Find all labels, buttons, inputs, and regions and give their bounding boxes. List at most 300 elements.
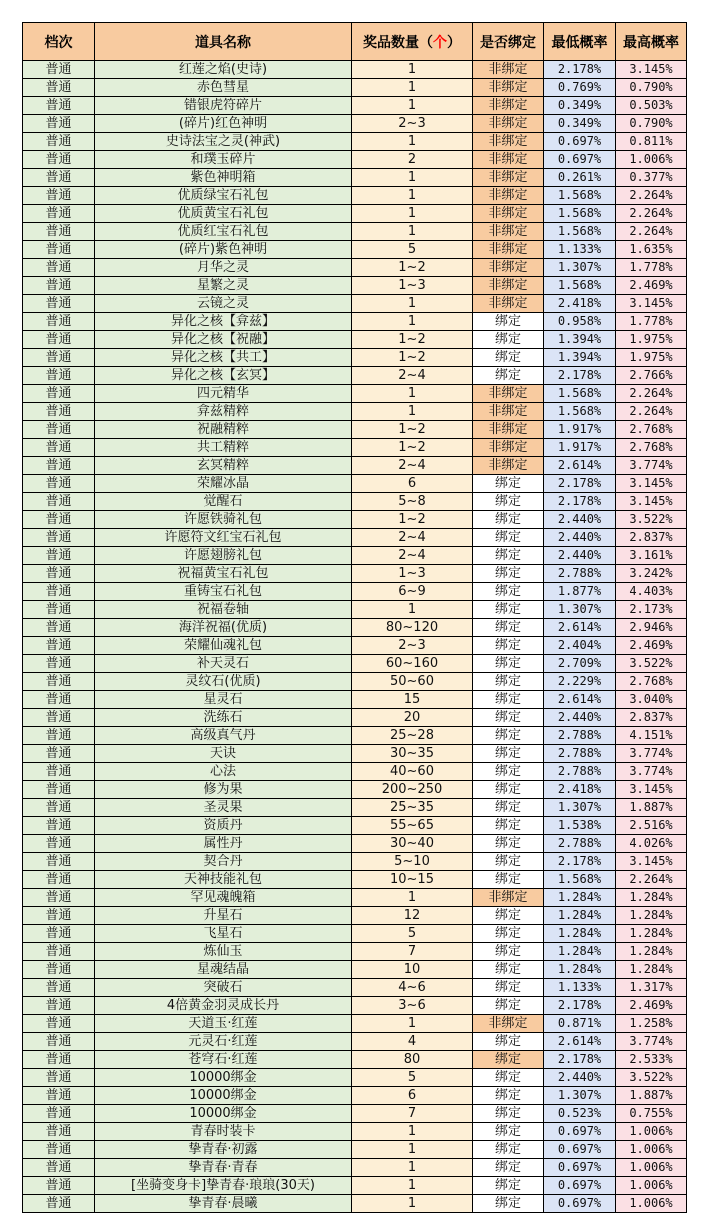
cell-bind-status: 绑定: [473, 367, 544, 385]
cell-tier: 普通: [23, 133, 95, 151]
cell-item-name: 属性丹: [95, 835, 352, 853]
cell-bind-status: 绑定: [473, 313, 544, 331]
cell-item-name: 弇兹精粹: [95, 403, 352, 421]
table-row: [23, 1105, 687, 1123]
cell-min-probability: 1.568%: [544, 187, 616, 205]
cell-max-probability: 1.975%: [616, 331, 687, 349]
cell-max-probability: 2.946%: [616, 619, 687, 637]
table-row: [23, 1069, 687, 1087]
cell-min-probability: 0.697%: [544, 133, 616, 151]
cell-bind-status: 绑定: [473, 799, 544, 817]
cell-quantity: 5~10: [352, 853, 473, 871]
cell-item-name: 天诀: [95, 745, 352, 763]
cell-bind-status: 非绑定: [473, 97, 544, 115]
table-row: [23, 853, 687, 871]
table-row: [23, 691, 687, 709]
header-quantity-close: ）: [447, 34, 461, 51]
table-row: [23, 1141, 687, 1159]
cell-bind-status: 绑定: [473, 331, 544, 349]
cell-item-name: 祝融精粹: [95, 421, 352, 439]
table-row: [23, 835, 687, 853]
cell-bind-status: 绑定: [473, 547, 544, 565]
cell-item-name: 云镜之灵: [95, 295, 352, 313]
cell-quantity: 2~4: [352, 367, 473, 385]
cell-quantity: 1: [352, 61, 473, 79]
cell-item-name: 青春时装卡: [95, 1123, 352, 1141]
cell-tier: 普通: [23, 187, 95, 205]
cell-min-probability: 1.568%: [544, 871, 616, 889]
cell-item-name: 契合丹: [95, 853, 352, 871]
cell-quantity: 55~65: [352, 817, 473, 835]
cell-quantity: 10: [352, 961, 473, 979]
table-header-row: [23, 23, 687, 61]
cell-item-name: 优质绿宝石礼包: [95, 187, 352, 205]
cell-tier: 普通: [23, 403, 95, 421]
cell-tier: 普通: [23, 601, 95, 619]
cell-item-name: 觉醒石: [95, 493, 352, 511]
cell-min-probability: 0.697%: [544, 151, 616, 169]
cell-quantity: 7: [352, 943, 473, 961]
cell-item-name: 异化之核【祝融】: [95, 331, 352, 349]
cell-tier: 普通: [23, 925, 95, 943]
cell-min-probability: 0.349%: [544, 115, 616, 133]
cell-bind-status: 非绑定: [473, 295, 544, 313]
cell-max-probability: 2.264%: [616, 223, 687, 241]
cell-bind-status: 非绑定: [473, 277, 544, 295]
cell-tier: 普通: [23, 817, 95, 835]
cell-bind-status: 绑定: [473, 1051, 544, 1069]
cell-bind-status: 非绑定: [473, 259, 544, 277]
cell-min-probability: 1.307%: [544, 1087, 616, 1105]
cell-min-probability: 2.788%: [544, 565, 616, 583]
cell-item-name: 苍穹石·红莲: [95, 1051, 352, 1069]
cell-bind-status: 绑定: [473, 349, 544, 367]
cell-tier: 普通: [23, 565, 95, 583]
cell-tier: 普通: [23, 241, 95, 259]
table-row: [23, 979, 687, 997]
cell-max-probability: 2.264%: [616, 205, 687, 223]
cell-item-name: 红莲之焰(史诗): [95, 61, 352, 79]
cell-quantity: 2~4: [352, 529, 473, 547]
cell-quantity: 1: [352, 1159, 473, 1177]
cell-bind-status: 非绑定: [473, 205, 544, 223]
cell-bind-status: 绑定: [473, 529, 544, 547]
cell-tier: 普通: [23, 1069, 95, 1087]
cell-max-probability: 1.887%: [616, 1087, 687, 1105]
cell-tier: 普通: [23, 871, 95, 889]
cell-bind-status: 绑定: [473, 1195, 544, 1213]
cell-quantity: 1~2: [352, 331, 473, 349]
cell-min-probability: 2.614%: [544, 457, 616, 475]
header-quantity-unit: 个: [433, 34, 447, 51]
table-row: [23, 277, 687, 295]
cell-bind-status: 绑定: [473, 475, 544, 493]
cell-bind-status: 绑定: [473, 583, 544, 601]
table-row: [23, 511, 687, 529]
cell-quantity: 1: [352, 223, 473, 241]
cell-quantity: 1~3: [352, 277, 473, 295]
table-row: [23, 907, 687, 925]
cell-max-probability: 4.026%: [616, 835, 687, 853]
cell-min-probability: 1.307%: [544, 799, 616, 817]
cell-item-name: (碎片)紫色神明: [95, 241, 352, 259]
cell-quantity: 4~6: [352, 979, 473, 997]
cell-min-probability: 2.178%: [544, 61, 616, 79]
cell-quantity: 5: [352, 925, 473, 943]
cell-tier: 普通: [23, 475, 95, 493]
table-row: [23, 439, 687, 457]
cell-item-name: 月华之灵: [95, 259, 352, 277]
cell-bind-status: 绑定: [473, 1177, 544, 1195]
cell-item-name: 异化之核【弇兹】: [95, 313, 352, 331]
cell-quantity: 1: [352, 187, 473, 205]
cell-min-probability: 1.284%: [544, 961, 616, 979]
cell-item-name: 星魂结晶: [95, 961, 352, 979]
cell-min-probability: 2.614%: [544, 691, 616, 709]
table-row: [23, 115, 687, 133]
cell-quantity: 1: [352, 1015, 473, 1033]
cell-min-probability: 0.958%: [544, 313, 616, 331]
cell-max-probability: 1.284%: [616, 961, 687, 979]
cell-bind-status: 绑定: [473, 745, 544, 763]
cell-max-probability: 2.264%: [616, 871, 687, 889]
header-bind-status: 是否绑定: [473, 23, 544, 61]
cell-tier: 普通: [23, 1123, 95, 1141]
cell-tier: 普通: [23, 979, 95, 997]
cell-bind-status: 绑定: [473, 997, 544, 1015]
cell-min-probability: 1.284%: [544, 925, 616, 943]
cell-quantity: 60~160: [352, 655, 473, 673]
cell-item-name: 罕见魂魄箱: [95, 889, 352, 907]
cell-max-probability: 1.006%: [616, 1141, 687, 1159]
cell-tier: 普通: [23, 943, 95, 961]
cell-max-probability: 3.774%: [616, 745, 687, 763]
cell-bind-status: 绑定: [473, 853, 544, 871]
cell-quantity: 1~2: [352, 349, 473, 367]
cell-bind-status: 绑定: [473, 781, 544, 799]
cell-min-probability: 2.788%: [544, 745, 616, 763]
cell-quantity: 5~8: [352, 493, 473, 511]
cell-bind-status: 非绑定: [473, 403, 544, 421]
cell-tier: 普通: [23, 439, 95, 457]
cell-quantity: 30~35: [352, 745, 473, 763]
cell-bind-status: 绑定: [473, 493, 544, 511]
cell-bind-status: 绑定: [473, 907, 544, 925]
cell-max-probability: 1.975%: [616, 349, 687, 367]
table-row: [23, 403, 687, 421]
cell-item-name: 突破石: [95, 979, 352, 997]
cell-tier: 普通: [23, 799, 95, 817]
cell-quantity: 1: [352, 385, 473, 403]
table-row: [23, 385, 687, 403]
cell-max-probability: 1.284%: [616, 907, 687, 925]
cell-max-probability: 2.469%: [616, 997, 687, 1015]
cell-quantity: 1: [352, 1141, 473, 1159]
cell-tier: 普通: [23, 205, 95, 223]
cell-bind-status: 绑定: [473, 709, 544, 727]
cell-tier: 普通: [23, 1033, 95, 1051]
header-quantity-label: 奖品数量（: [363, 34, 433, 51]
header-max-probability: 最高概率: [616, 23, 687, 61]
cell-tier: 普通: [23, 907, 95, 925]
cell-bind-status: 非绑定: [473, 169, 544, 187]
cell-quantity: 1: [352, 169, 473, 187]
cell-quantity: 1: [352, 97, 473, 115]
cell-min-probability: 1.917%: [544, 421, 616, 439]
table-row: [23, 259, 687, 277]
cell-max-probability: 3.161%: [616, 547, 687, 565]
cell-item-name: 天道玉·红莲: [95, 1015, 352, 1033]
cell-max-probability: 1.284%: [616, 943, 687, 961]
cell-bind-status: 非绑定: [473, 385, 544, 403]
cell-tier: 普通: [23, 61, 95, 79]
cell-min-probability: 2.614%: [544, 1033, 616, 1051]
table-row: [23, 997, 687, 1015]
table-row: [23, 925, 687, 943]
table-row: [23, 817, 687, 835]
cell-bind-status: 绑定: [473, 1105, 544, 1123]
cell-item-name: 优质黄宝石礼包: [95, 205, 352, 223]
table-row: [23, 1015, 687, 1033]
cell-bind-status: 绑定: [473, 1087, 544, 1105]
cell-item-name: 海洋祝福(优质): [95, 619, 352, 637]
cell-max-probability: 3.145%: [616, 295, 687, 313]
cell-tier: 普通: [23, 889, 95, 907]
cell-item-name: 飞星石: [95, 925, 352, 943]
cell-bind-status: 非绑定: [473, 457, 544, 475]
cell-bind-status: 非绑定: [473, 61, 544, 79]
cell-min-probability: 1.133%: [544, 979, 616, 997]
cell-item-name: 升星石: [95, 907, 352, 925]
cell-min-probability: 0.523%: [544, 1105, 616, 1123]
table-row: [23, 1177, 687, 1195]
cell-min-probability: 2.788%: [544, 763, 616, 781]
table-row: [23, 421, 687, 439]
cell-min-probability: 1.877%: [544, 583, 616, 601]
cell-tier: 普通: [23, 1087, 95, 1105]
cell-bind-status: 绑定: [473, 727, 544, 745]
cell-bind-status: 非绑定: [473, 133, 544, 151]
cell-max-probability: 1.006%: [616, 151, 687, 169]
cell-item-name: 星灵石: [95, 691, 352, 709]
cell-quantity: 1: [352, 889, 473, 907]
cell-min-probability: 2.229%: [544, 673, 616, 691]
cell-bind-status: 绑定: [473, 943, 544, 961]
cell-max-probability: 1.635%: [616, 241, 687, 259]
table-row: [23, 547, 687, 565]
cell-max-probability: 1.317%: [616, 979, 687, 997]
table-row: [23, 961, 687, 979]
table-row: [23, 763, 687, 781]
cell-min-probability: 2.418%: [544, 781, 616, 799]
cell-item-name: 许愿铁骑礼包: [95, 511, 352, 529]
table-row: [23, 601, 687, 619]
table-row: [23, 781, 687, 799]
cell-bind-status: 非绑定: [473, 79, 544, 97]
cell-tier: 普通: [23, 709, 95, 727]
cell-item-name: 挚青春·青春: [95, 1159, 352, 1177]
cell-bind-status: 绑定: [473, 1033, 544, 1051]
table-row: [23, 475, 687, 493]
cell-quantity: 6: [352, 1087, 473, 1105]
cell-item-name: 异化之核【玄冥】: [95, 367, 352, 385]
cell-max-probability: 1.284%: [616, 889, 687, 907]
table-row: [23, 655, 687, 673]
cell-min-probability: 1.568%: [544, 223, 616, 241]
table-row: [23, 457, 687, 475]
cell-quantity: 50~60: [352, 673, 473, 691]
cell-max-probability: 2.766%: [616, 367, 687, 385]
cell-quantity: 25~28: [352, 727, 473, 745]
table-row: [23, 799, 687, 817]
cell-tier: 普通: [23, 745, 95, 763]
cell-tier: 普通: [23, 79, 95, 97]
cell-max-probability: 0.811%: [616, 133, 687, 151]
table-row: [23, 1159, 687, 1177]
cell-tier: 普通: [23, 547, 95, 565]
cell-bind-status: 绑定: [473, 565, 544, 583]
cell-tier: 普通: [23, 637, 95, 655]
cell-min-probability: 1.133%: [544, 241, 616, 259]
cell-min-probability: 0.261%: [544, 169, 616, 187]
cell-max-probability: 0.790%: [616, 115, 687, 133]
cell-min-probability: 1.568%: [544, 205, 616, 223]
cell-max-probability: 2.173%: [616, 601, 687, 619]
cell-min-probability: 0.697%: [544, 1159, 616, 1177]
cell-max-probability: 3.145%: [616, 493, 687, 511]
cell-item-name: 10000绑金: [95, 1105, 352, 1123]
table-row: [23, 313, 687, 331]
table-row: [23, 223, 687, 241]
cell-max-probability: 2.264%: [616, 403, 687, 421]
cell-bind-status: 非绑定: [473, 1015, 544, 1033]
cell-max-probability: 0.503%: [616, 97, 687, 115]
cell-max-probability: 1.778%: [616, 259, 687, 277]
header-quantity: [352, 23, 473, 61]
cell-quantity: 1: [352, 601, 473, 619]
cell-min-probability: 1.568%: [544, 277, 616, 295]
cell-quantity: 1~2: [352, 511, 473, 529]
cell-max-probability: 2.516%: [616, 817, 687, 835]
cell-bind-status: 绑定: [473, 691, 544, 709]
table-row: [23, 187, 687, 205]
table-row: [23, 97, 687, 115]
cell-tier: 普通: [23, 421, 95, 439]
cell-max-probability: 3.774%: [616, 763, 687, 781]
cell-quantity: 1: [352, 205, 473, 223]
cell-quantity: 2~4: [352, 457, 473, 475]
cell-max-probability: 2.469%: [616, 277, 687, 295]
cell-item-name: 资质丹: [95, 817, 352, 835]
cell-tier: 普通: [23, 259, 95, 277]
cell-quantity: 80~120: [352, 619, 473, 637]
table-row: [23, 673, 687, 691]
cell-tier: 普通: [23, 169, 95, 187]
cell-item-name: 荣耀仙魂礼包: [95, 637, 352, 655]
cell-min-probability: 2.440%: [544, 511, 616, 529]
cell-item-name: 星繁之灵: [95, 277, 352, 295]
cell-quantity: 1~2: [352, 259, 473, 277]
cell-quantity: 3~6: [352, 997, 473, 1015]
table-row: [23, 367, 687, 385]
table-row: [23, 1051, 687, 1069]
cell-quantity: 10~15: [352, 871, 473, 889]
cell-item-name: 挚青春·初露: [95, 1141, 352, 1159]
cell-item-name: 和璞玉碎片: [95, 151, 352, 169]
cell-min-probability: 2.440%: [544, 529, 616, 547]
cell-max-probability: 3.145%: [616, 853, 687, 871]
cell-max-probability: 2.837%: [616, 529, 687, 547]
cell-quantity: 7: [352, 1105, 473, 1123]
cell-quantity: 12: [352, 907, 473, 925]
cell-item-name: 祝福卷轴: [95, 601, 352, 619]
table-row: [23, 151, 687, 169]
cell-bind-status: 非绑定: [473, 151, 544, 169]
cell-max-probability: 2.264%: [616, 187, 687, 205]
cell-max-probability: 2.837%: [616, 709, 687, 727]
cell-tier: 普通: [23, 223, 95, 241]
cell-bind-status: 绑定: [473, 637, 544, 655]
cell-max-probability: 0.377%: [616, 169, 687, 187]
cell-bind-status: 绑定: [473, 925, 544, 943]
cell-min-probability: 1.917%: [544, 439, 616, 457]
cell-max-probability: 3.145%: [616, 781, 687, 799]
cell-quantity: 1: [352, 1195, 473, 1213]
cell-tier: 普通: [23, 151, 95, 169]
cell-quantity: 6: [352, 475, 473, 493]
table-row: [23, 637, 687, 655]
cell-max-probability: 3.522%: [616, 655, 687, 673]
cell-item-name: 优质红宝石礼包: [95, 223, 352, 241]
cell-bind-status: 绑定: [473, 763, 544, 781]
cell-max-probability: 0.790%: [616, 79, 687, 97]
cell-min-probability: 2.440%: [544, 709, 616, 727]
cell-item-name: 许愿翅膀礼包: [95, 547, 352, 565]
cell-item-name: (碎片)红色神明: [95, 115, 352, 133]
cell-quantity: 25~35: [352, 799, 473, 817]
cell-quantity: 1: [352, 133, 473, 151]
cell-max-probability: 1.006%: [616, 1195, 687, 1213]
cell-bind-status: 非绑定: [473, 421, 544, 439]
cell-item-name: 史诗法宝之灵(神武): [95, 133, 352, 151]
table-body: [23, 61, 687, 1213]
cell-tier: 普通: [23, 781, 95, 799]
table-row: [23, 871, 687, 889]
table-row: [23, 493, 687, 511]
cell-max-probability: 1.006%: [616, 1123, 687, 1141]
cell-max-probability: 1.284%: [616, 925, 687, 943]
cell-item-name: 补天灵石: [95, 655, 352, 673]
cell-max-probability: 1.006%: [616, 1177, 687, 1195]
table-row: [23, 1087, 687, 1105]
cell-tier: 普通: [23, 367, 95, 385]
cell-max-probability: 1.006%: [616, 1159, 687, 1177]
cell-tier: 普通: [23, 853, 95, 871]
cell-item-name: 异化之核【共工】: [95, 349, 352, 367]
cell-tier: 普通: [23, 691, 95, 709]
cell-item-name: 4倍黄金羽灵成长丹: [95, 997, 352, 1015]
cell-tier: 普通: [23, 529, 95, 547]
table-row: [23, 169, 687, 187]
cell-item-name: 玄冥精粹: [95, 457, 352, 475]
cell-quantity: 1~3: [352, 565, 473, 583]
cell-bind-status: 绑定: [473, 961, 544, 979]
cell-min-probability: 1.394%: [544, 349, 616, 367]
cell-max-probability: 4.151%: [616, 727, 687, 745]
cell-min-probability: 2.709%: [544, 655, 616, 673]
cell-bind-status: 绑定: [473, 511, 544, 529]
cell-min-probability: 1.568%: [544, 403, 616, 421]
